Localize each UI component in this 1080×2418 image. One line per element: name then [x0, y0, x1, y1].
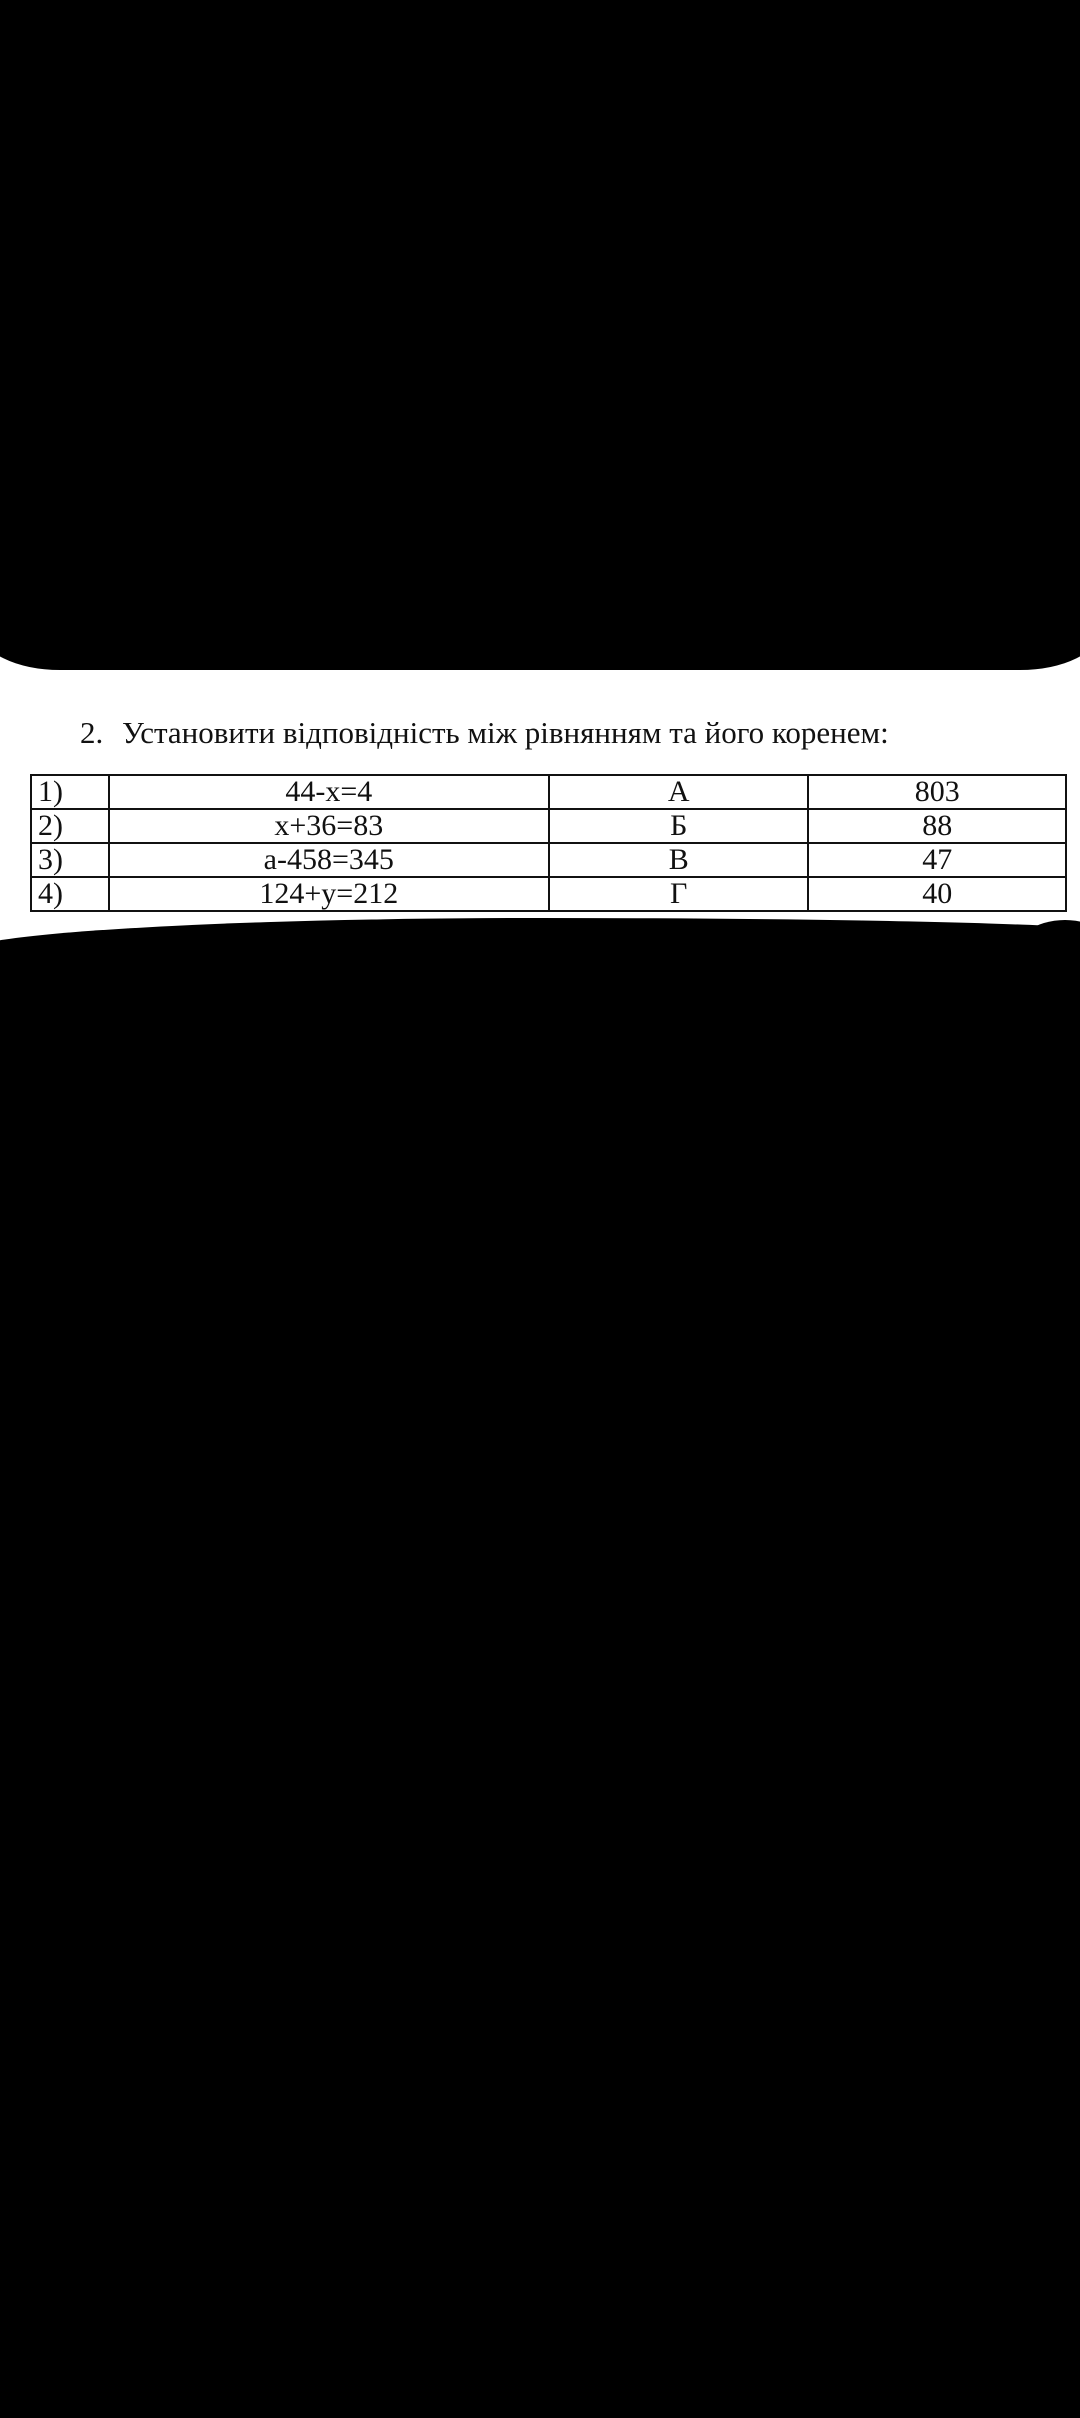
redaction-bottom — [0, 918, 1080, 2418]
row-index: 4) — [31, 877, 109, 911]
equation-cell: 124+y=212 — [109, 877, 550, 911]
task-title-text: Установити відповідність між рівнянням та його коренем: — [122, 715, 889, 750]
matching-table — [30, 774, 1067, 912]
equation-cell: a-458=345 — [109, 843, 550, 877]
row-index: 3) — [31, 843, 109, 877]
equation-cell: 44-x=4 — [109, 775, 550, 809]
table-row — [31, 843, 1066, 877]
table-row — [31, 877, 1066, 911]
table-row — [31, 775, 1066, 809]
root-value-cell: 40 — [808, 877, 1066, 911]
row-index: 1) — [31, 775, 109, 809]
root-value-cell: 88 — [808, 809, 1066, 843]
redaction-top — [0, 0, 1080, 670]
root-value-cell: 803 — [808, 775, 1066, 809]
answer-letter-cell: Г — [549, 877, 808, 911]
table-row — [31, 809, 1066, 843]
task-number: 2. — [80, 715, 104, 750]
equation-cell: x+36=83 — [109, 809, 550, 843]
answer-letter-cell: А — [549, 775, 808, 809]
answer-letter-cell: Б — [549, 809, 808, 843]
answer-letter-cell: В — [549, 843, 808, 877]
row-index: 2) — [31, 809, 109, 843]
task-heading — [80, 715, 889, 751]
root-value-cell: 47 — [808, 843, 1066, 877]
